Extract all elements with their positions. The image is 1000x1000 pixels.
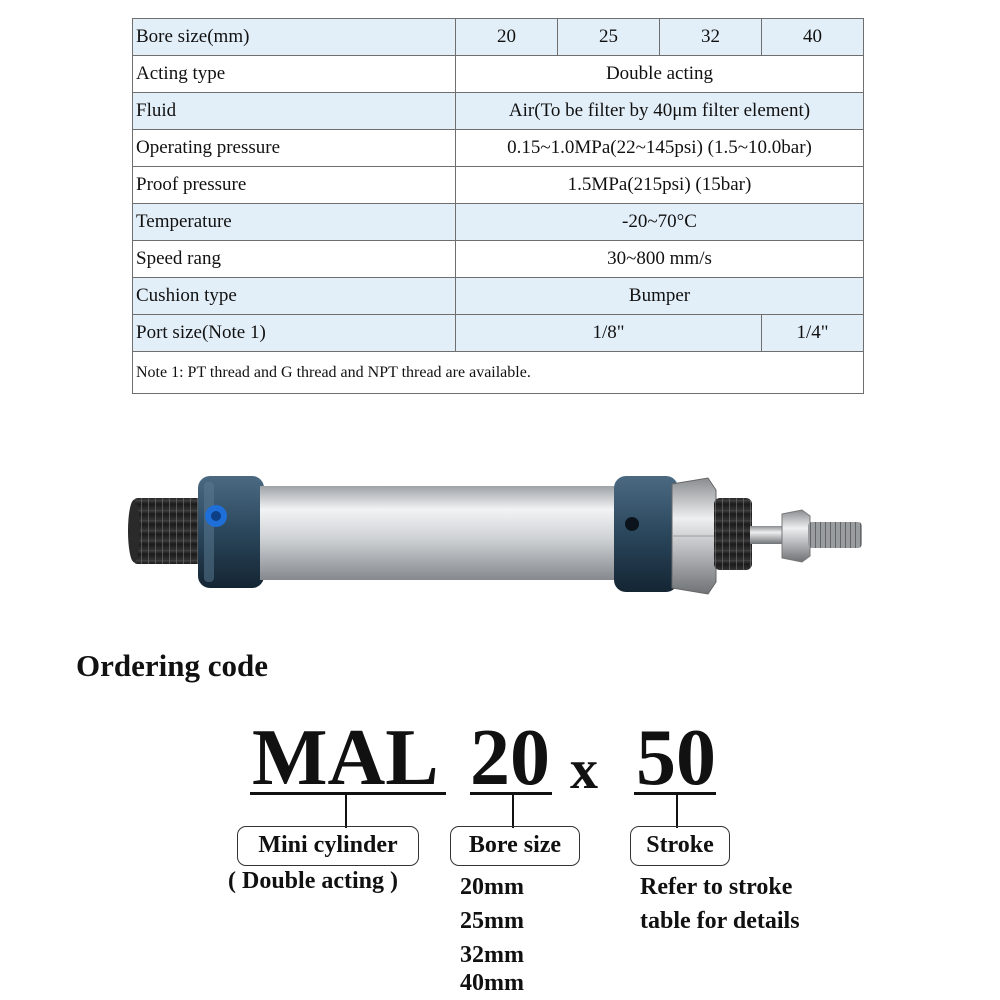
front-end-cap <box>614 476 678 592</box>
port-size-small-bore: 1/8" <box>456 315 762 352</box>
front-threaded-neck <box>714 498 752 570</box>
table-note: Note 1: PT thread and G thread and NPT thread are available. <box>133 352 864 394</box>
row-label: Temperature <box>133 204 456 241</box>
row-value: Bumper <box>456 278 864 315</box>
table-row-acting-type <box>133 56 864 93</box>
row-label: Port size(Note 1) <box>133 315 456 352</box>
stroke-label: Stroke <box>630 826 730 866</box>
stroke-connector <box>676 794 678 828</box>
row-label: Fluid <box>133 93 456 130</box>
row-value: Double acting <box>456 56 864 93</box>
bore-option-32: 32mm <box>460 942 524 968</box>
code-bore: 20 <box>470 714 550 802</box>
row-value: 0.15~1.0MPa(22~145psi) (1.5~10.0bar) <box>456 130 864 167</box>
piston-rod <box>750 526 786 544</box>
table-row-port-size <box>133 315 864 352</box>
bore-option-40: 40mm <box>460 970 524 996</box>
bore-option-25: 25mm <box>460 908 524 934</box>
row-value: -20~70°C <box>456 204 864 241</box>
row-value: 1.5MPa(215psi) (15bar) <box>456 167 864 204</box>
mini-cylinder-illustration <box>120 460 870 610</box>
model-underline <box>250 792 446 795</box>
table-row-speed-range <box>133 241 864 278</box>
model-connector <box>345 794 347 828</box>
bore-connector <box>512 794 514 828</box>
blue-port-fitting-icon <box>205 505 227 527</box>
row-value: 30~800 mm/s <box>456 241 864 278</box>
front-mounting-nut <box>672 478 716 594</box>
mini-cylinder-label: Mini cylinder <box>237 826 419 866</box>
code-stroke: 50 <box>636 714 716 802</box>
rod-end-nut <box>782 510 810 562</box>
bore-25-cell: 25 <box>558 19 660 56</box>
spec-table <box>132 18 864 394</box>
bore-option-20: 20mm <box>460 874 524 900</box>
bore-32-cell: 32 <box>660 19 762 56</box>
table-row-temperature <box>133 204 864 241</box>
code-model: MAL <box>252 714 439 802</box>
row-label: Bore size(mm) <box>133 19 456 56</box>
table-row-note <box>133 352 864 394</box>
table-row-operating-pressure <box>133 130 864 167</box>
aluminium-barrel <box>260 486 620 580</box>
row-label: Speed rang <box>133 241 456 278</box>
row-label: Operating pressure <box>133 130 456 167</box>
row-label: Cushion type <box>133 278 456 315</box>
table-row-bore-size <box>133 19 864 56</box>
bore-20-cell: 20 <box>456 19 558 56</box>
rod-threaded-end <box>808 522 862 548</box>
table-row-cushion-type <box>133 278 864 315</box>
bore-underline <box>470 792 552 795</box>
row-value: Air(To be filter by 40μm filter element) <box>456 93 864 130</box>
row-label: Acting type <box>133 56 456 93</box>
ordering-code-title: Ordering code <box>76 648 268 683</box>
table-row-fluid <box>133 93 864 130</box>
stroke-note-line-1: Refer to stroke <box>640 874 793 900</box>
stroke-underline <box>634 792 716 795</box>
rear-end-cap <box>198 476 264 588</box>
double-acting-note: ( Double acting ) <box>228 868 398 894</box>
bore-size-label: Bore size <box>450 826 580 866</box>
bore-40-cell: 40 <box>762 19 864 56</box>
stroke-note-line-2: table for details <box>640 908 800 934</box>
table-row-proof-pressure <box>133 167 864 204</box>
code-separator: x <box>570 739 598 801</box>
rear-threaded-stud <box>128 498 204 564</box>
port-size-large-bore: 1/4" <box>762 315 864 352</box>
row-label: Proof pressure <box>133 167 456 204</box>
